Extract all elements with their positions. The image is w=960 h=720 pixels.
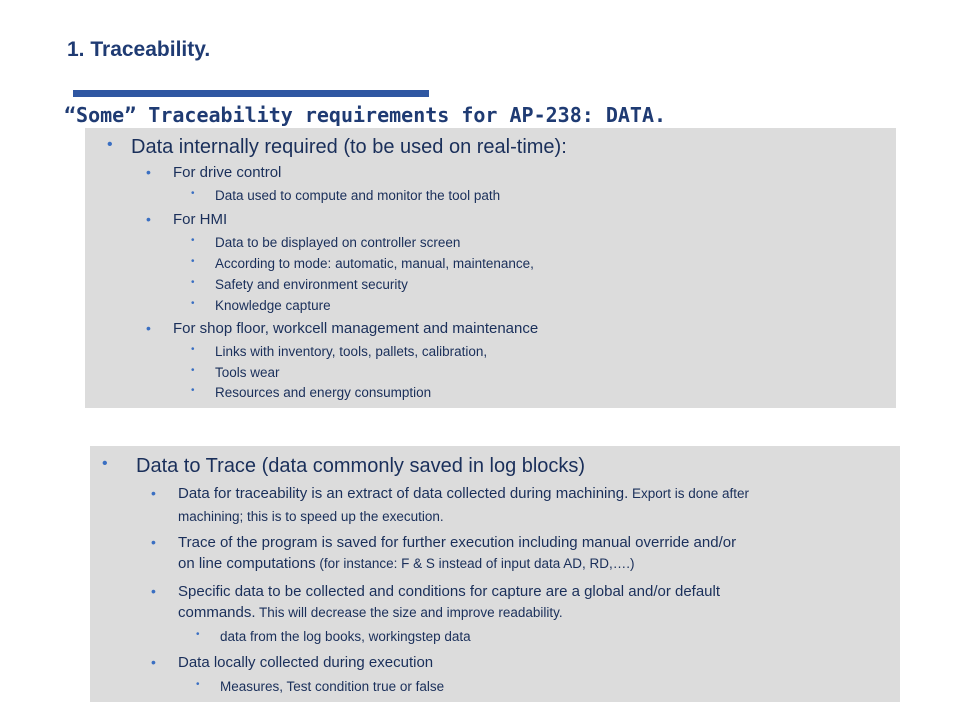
group-label: For drive control	[173, 164, 282, 181]
bullet-icon: •	[102, 455, 108, 472]
box2-heading	[102, 455, 586, 478]
trace-item-continued	[178, 604, 563, 621]
list-item-text: Knowledge capture	[215, 298, 331, 313]
trace-item-note: (for instance: F & S instead of input data AD, RD,….)	[315, 556, 635, 571]
list-item-text: Links with inventory, tools, pallets, calibration,	[215, 344, 488, 359]
bullet-icon: •	[196, 629, 200, 640]
trace-item	[151, 485, 750, 502]
list-item	[191, 385, 432, 400]
bullet-icon: •	[146, 320, 151, 336]
list-item	[191, 256, 534, 271]
trace-item	[151, 583, 721, 600]
list-item	[191, 188, 501, 203]
trace-item-text: Specific data to be collected and conditions for capture are a global and/or default	[178, 583, 721, 600]
bullet-icon: •	[191, 235, 195, 246]
list-item	[191, 277, 408, 292]
list-item-text: Measures, Test condition true or false	[220, 679, 445, 694]
list-item	[191, 344, 488, 359]
bullet-icon: •	[191, 344, 195, 355]
group-shop-floor	[146, 320, 539, 337]
trace-item-continued	[178, 555, 635, 572]
slide-subtitle: “Some” Traceability requirements for AP-238: DATA.	[64, 103, 667, 127]
trace-item-text: on line computations	[178, 555, 316, 572]
internal-data-box	[85, 128, 896, 408]
bullet-icon: •	[191, 277, 195, 288]
bullet-icon: •	[191, 298, 195, 309]
bullet-icon: •	[196, 679, 200, 690]
trace-item-text: Data locally collected during execution	[178, 654, 434, 671]
group-label: For shop floor, workcell management and maintenance	[173, 320, 539, 337]
group-drive-control	[146, 164, 282, 181]
trace-item-text: Data for traceability is an extract of data collected during machining.	[178, 485, 629, 502]
list-item	[191, 365, 280, 380]
trace-item-note: Export is done after	[628, 486, 750, 501]
list-item	[196, 679, 445, 694]
bullet-icon: •	[151, 534, 156, 550]
list-item-text: Data used to compute and monitor the tool path	[215, 188, 501, 203]
list-item-text: Tools wear	[215, 365, 280, 380]
bullet-icon: •	[146, 211, 151, 227]
bullet-icon: •	[151, 654, 156, 670]
group-label: For HMI	[173, 211, 228, 228]
box2-heading-text: Data to Trace (data commonly saved in log blocks)	[136, 455, 586, 477]
trace-item	[151, 534, 737, 551]
trace-item	[151, 654, 434, 671]
list-item	[196, 629, 471, 644]
list-item-text: According to mode: automatic, manual, maintenance,	[215, 256, 534, 271]
bullet-icon: •	[191, 385, 195, 396]
list-item	[191, 298, 331, 313]
bullet-icon: •	[191, 365, 195, 376]
trace-item-text: commands.	[178, 604, 256, 621]
trace-data-box	[90, 446, 900, 702]
trace-item-continued	[178, 509, 444, 524]
bullet-icon: •	[146, 164, 151, 180]
title-accent-bar	[73, 90, 429, 97]
bullet-icon: •	[151, 583, 156, 599]
bullet-icon: •	[107, 136, 113, 153]
list-item-text: Data to be displayed on controller screen	[215, 235, 461, 250]
list-item-text: Resources and energy consumption	[215, 385, 432, 400]
bullet-icon: •	[191, 188, 195, 199]
list-item-text: Safety and environment security	[215, 277, 408, 292]
bullet-icon: •	[151, 485, 156, 501]
section-title: 1. Traceability.	[67, 38, 211, 61]
box1-heading-text: Data internally required (to be used on real-time):	[131, 136, 567, 158]
box1-heading	[107, 136, 567, 159]
trace-item-note: machining; this is to speed up the execution.	[178, 509, 444, 524]
list-item-text: data from the log books, workingstep data	[220, 629, 471, 644]
trace-item-note: This will decrease the size and improve readability.	[255, 605, 563, 620]
bullet-icon: •	[191, 256, 195, 267]
trace-item-text: Trace of the program is saved for further execution including manual override and/or	[178, 534, 737, 551]
list-item	[191, 235, 461, 250]
group-hmi	[146, 211, 228, 228]
